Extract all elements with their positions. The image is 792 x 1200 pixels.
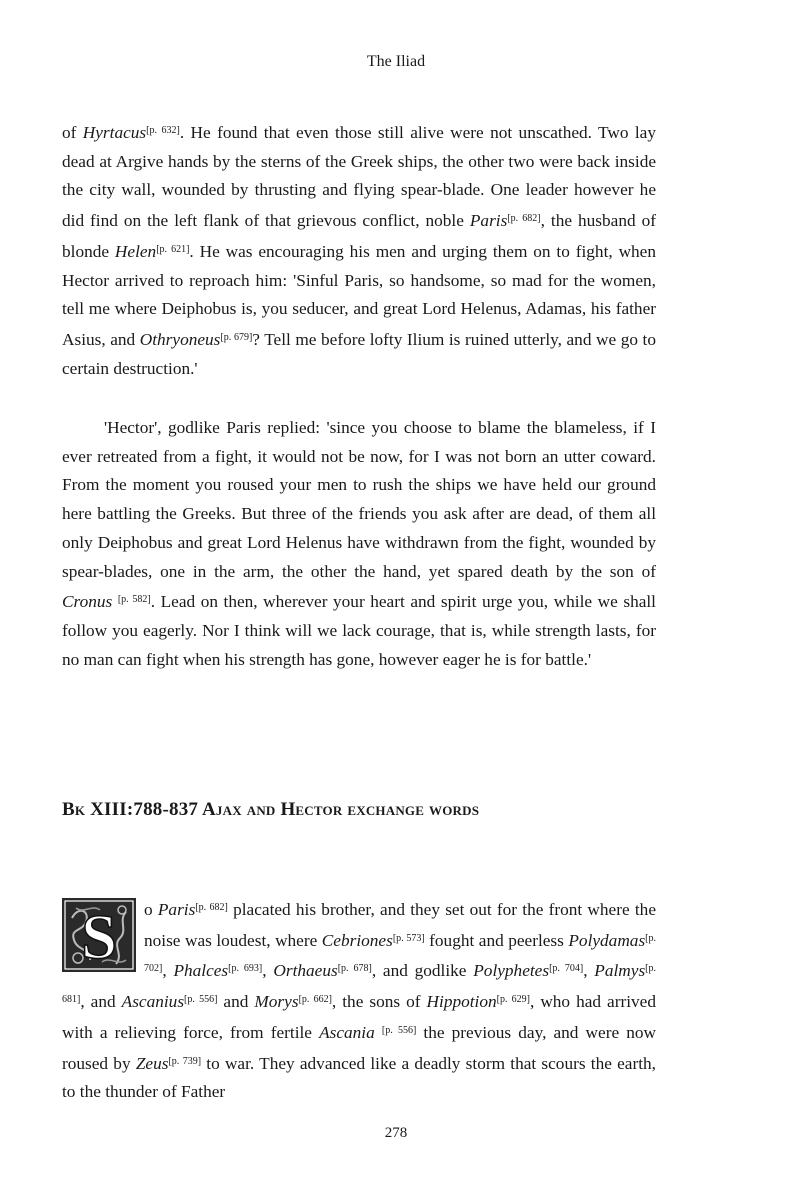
text-run: , and godlike [371,961,474,981]
name-link-hippotion[interactable]: Hippotion [426,992,497,1012]
page-reference[interactable]: [p. 662] [298,994,332,1006]
page-reference[interactable]: [p. 556] [184,994,218,1006]
text-run: of [62,123,83,142]
page-number: 278 [384,1125,408,1141]
page-reference[interactable]: [p. 702] [144,932,657,975]
paragraph-2 [62,414,656,674]
text-run: , [583,961,595,981]
section-heading: Bk XIII:788-837 Ajax and Hector exchange words [62,799,480,820]
name-link-othryoneus[interactable]: Othryoneus [139,329,221,349]
text-run: , [262,961,274,981]
page-reference[interactable]: [p. 678] [337,963,372,975]
text-run: , [162,961,174,981]
name-link-paris[interactable]: Paris [157,900,196,919]
page-reference[interactable]: [p. 682] [507,213,541,225]
name-link-helen[interactable]: Helen [114,241,157,261]
name-link-orthaeus[interactable]: Orthaeus [273,961,338,981]
name-link-cebriones[interactable]: Cebriones [321,930,393,950]
page-reference[interactable]: [p. 739] [168,1055,202,1067]
page-reference[interactable]: [p. 681] [62,963,657,1006]
page-reference[interactable]: [p. 621] [156,243,190,255]
page-reference[interactable]: [p. 632] [146,125,180,136]
name-link-morys[interactable]: Morys [254,992,299,1012]
page-reference[interactable]: [p. 704] [549,963,584,975]
name-link-polyphetes[interactable]: Polyphetes [473,961,550,981]
page-reference[interactable]: [p. 582] [117,594,151,606]
text-run: 'Hector', godlike Paris replied: 'since you choose to blame the blameless, if I ever retreated from a fight, it would not be now, for I was not born an utter coward. From the moment you roused your men to rush the ships we have held our ground here battling the Greeks. But three of the friends you ask after are dead, of them all only Deiphobus and great Lord Helenus have withdrawn from the fight, wounded by spear-blades, one in the arm, the other the hand, yet spared death by the son of [62,418,656,581]
page-reference[interactable]: [p. 629] [496,994,530,1006]
name-link-paris[interactable]: Paris [469,211,508,231]
text-run: ? Tell me before lofty Ilium is ruined utterly, and we go to certain destruction.' [62,329,656,378]
text-run: , the sons of [331,992,427,1012]
name-link-phalces[interactable]: Phalces [173,961,229,981]
page-reference[interactable]: [p. 556] [381,1024,417,1036]
page-reference[interactable]: [p. 682] [195,902,228,913]
text-run: o [144,900,158,919]
page-reference[interactable]: [p. 679] [220,331,253,343]
text-run: . Lead on then, wherever your heart and spirit urge you, while we shall follow you eagerly. Nor I think will we lack courage, that is, while strength lasts, for no man can fight when his strength has gone, however eager he is for battle.' [62,592,656,669]
text-run: fought and peerless [424,930,569,950]
paragraph-3 [62,894,656,1107]
name-link-ascanius[interactable]: Ascanius [121,992,185,1012]
text-run: and [217,992,255,1012]
text-run: , who had arrived with a relieving force, from fertile [62,992,656,1042]
running-title: The Iliad [366,53,426,70]
text-run: to war. They advanced like a deadly storm that scours the earth, to the thunder of Father [62,1053,656,1102]
name-link-polydamas[interactable]: Polydamas [568,930,646,950]
name-link-palmys[interactable]: Palmys [594,961,646,981]
dropcap-letter: S [81,901,117,972]
text-run: the previous day, and were now roused by [62,1022,656,1073]
text-run: , and [80,992,122,1012]
text-run: placated his brother, and they set out for the front where the noise was loudest, where [144,900,656,950]
page-reference[interactable]: [p. 693] [228,963,263,975]
name-link-cronus[interactable]: Cronus [62,592,113,612]
text-run: . He found that even those still alive were not unscathed. Two lay dead at Argive hands by the sterns of the Greek ships, the other two were back inside the city wall, wounded by thrusting and flying spear-blade. One leader however he did find on the left flank of that grievous conflict, noble [62,123,656,231]
dropcap-s-icon [62,898,136,972]
text-run: , the husband of blonde [62,211,656,261]
name-link-ascania[interactable]: Ascania [319,1022,375,1042]
name-link-hyrtacus[interactable]: Hyrtacus [82,123,147,142]
text-run: . He was encouraging his men and urging them on to fight, when Hector arrived to reproach him: 'Sinful Paris, so handsome, so mad for the women, tell me where Deiphobus is, you seducer, and great Lord Helenus, Adamas, his father Asius, and [62,241,656,349]
paragraph-1 [62,117,656,383]
page-reference[interactable]: [p. 573] [392,932,425,944]
name-link-zeus[interactable]: Zeus [135,1053,169,1073]
